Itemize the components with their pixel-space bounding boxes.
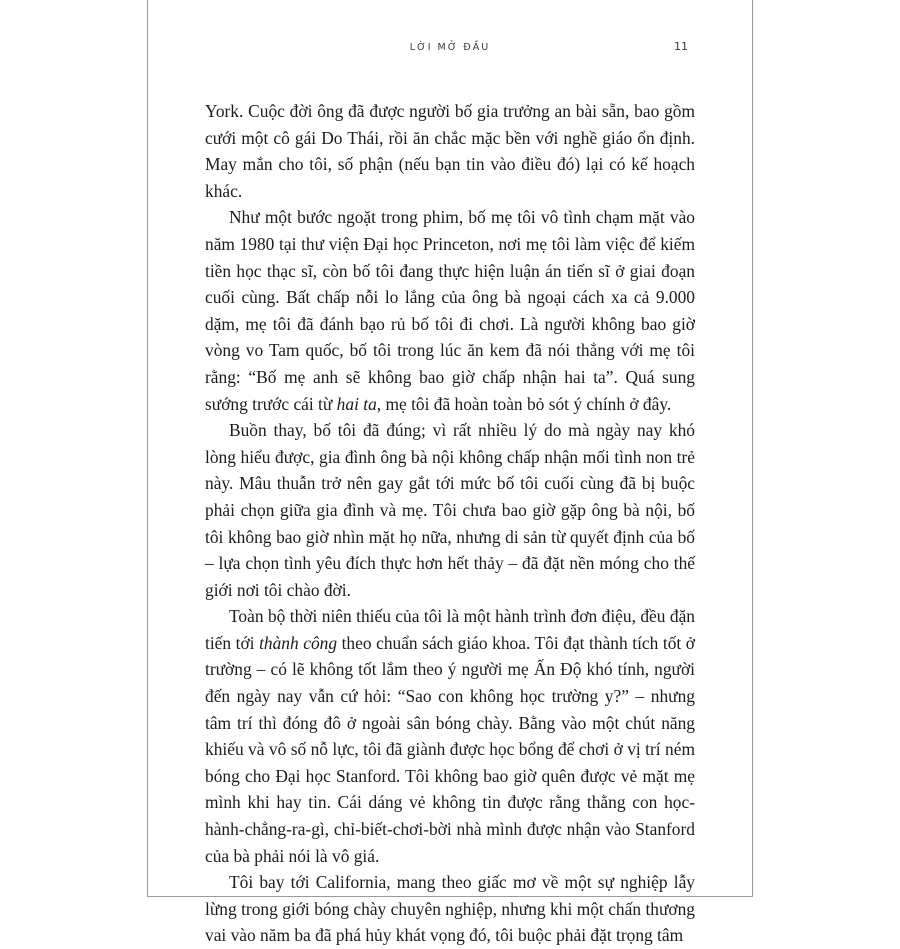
text-run: theo chuẩn sách giáo khoa. Tôi đạt thành tích tốt ở trường – có lẽ không tốt lắm theo ý người mẹ Ấn Độ khó tính, người đến ngày nay vẫn cứ hỏi: “Sao con không học trường y?” – nhưng tâm trí thì đóng đô ở ngoài sân bóng chày. Bằng vào một chút năng khiếu và vô số nỗ lực, tôi đã giành được học bổng để chơi ở vị trí ném bóng cho Đại học Stanford. Tôi không bao giờ quên được vẻ mặt mẹ mình khi hay tin. Cái dáng vẻ không tin được rằng thằng con học-hành-chẳng-ra-gì, chỉ-biết-chơi-bời nhà mình được nhận vào Stanford của bà phải nói là vô giá. [205,632,696,866]
paragraph [205,603,695,869]
text-run: Toàn bộ thời niên thiếu của tôi là một hành trình đơn điệu, đều đặn tiến tới [205,606,695,653]
book-page [147,0,753,946]
italic-text: hai ta [336,393,377,414]
text-run: York. Cuộc đời ông đã được người bố gia trưởng an bài sẵn, bao gồm cưới một cô gái Do Thái, rồi ăn chắc mặc bền với nghề giáo ổn định. May mắn cho tôi, số phận (nếu bạn tin vào điều đó) lại có kế hoạch khác. [205,101,695,201]
text-run: , mẹ tôi đã hoàn toàn bỏ sót ý chính ở đây. [376,393,672,414]
text-run: Tôi bay tới California, mang theo giấc mơ về một sự nghiệp lẫy lừng trong giới bóng chày chuyên nghiệp, nhưng khi một chấn thương vai vào năm ba đã phá hủy khát vọng đó, tôi buộc phải đặt trọng tâm [205,872,695,946]
paragraph [205,869,695,949]
italic-text: thành công [259,632,338,653]
paragraph [205,417,695,603]
page-number: 11 [674,40,688,53]
body-text [205,98,695,949]
text-run: Buồn thay, bố tôi đã đúng; vì rất nhiều lý do mà ngày nay khó lòng hiểu được, gia đình ông bà nội không chấp nhận mối tình non trẻ này. Mâu thuẫn trở nên gay gắt tới mức bố tôi cuối cùng đã bị buộc phải chọn giữa gia đình và mẹ. Tôi chưa bao giờ gặp ông bà nội, bố tôi không bao giờ nhìn mặt họ nữa, nhưng di sản từ quyết định của bố – lựa chọn tình yêu đích thực hơn hết thảy – đã đặt nền móng cho thế giới nơi tôi chào đời. [205,420,695,600]
running-title: LỜI MỞ ĐẦU [409,42,491,53]
paragraph [205,204,695,417]
paragraph [205,98,695,204]
text-run: Như một bước ngoặt trong phim, bố mẹ tôi vô tình chạm mặt vào năm 1980 tại thư viện Đại học Princeton, nơi mẹ tôi làm việc để kiếm tiền học thạc sĩ, còn bố tôi đang thực hiện luận án tiến sĩ ở giai đoạn cuối cùng. Bất chấp nỗi lo lắng của ông bà ngoại cách xa cả 9.000 dặm, mẹ tôi đã đánh bạo rủ bố tôi đi chơi. Là người không bao giờ vòng vo Tam quốc, bố tôi trong lúc ăn kem đã nói thẳng với mẹ tôi rằng: “Bố mẹ anh sẽ không bao giờ chấp nhận hai ta”. Quá sung sướng trước cái từ [205,207,695,414]
